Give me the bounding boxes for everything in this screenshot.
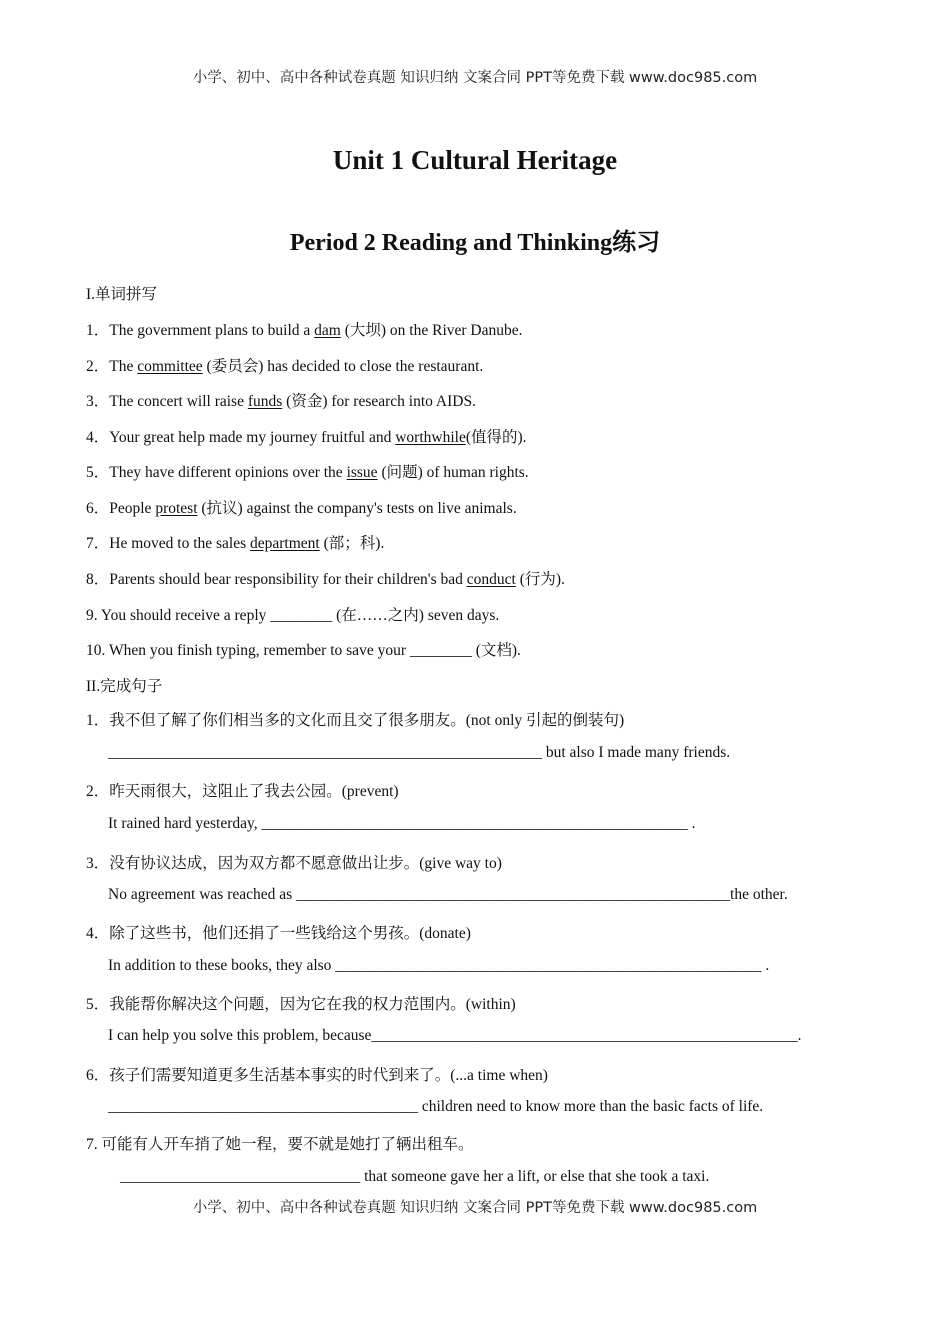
exercise-item-5: 5．They have different opinions over the issue (问题) of human rights.	[86, 464, 529, 481]
exercise-item-3: 3．The concert will raise funds (资金) for research into AIDS.	[86, 393, 476, 410]
sentence-question-7: 7. 可能有人开车捎了她一程，要不就是她打了辆出租车。	[86, 1136, 474, 1153]
exercise-item-7: 7．He moved to the sales department (部；科).	[86, 535, 385, 552]
sentence-answer-6: ________________________________________ children need to know more than the basic facts of life.	[108, 1098, 764, 1115]
sentence-question-4: 4．除了这些书，他们还捐了一些钱给这个男孩。(donate)	[86, 925, 471, 942]
sentence-question-2: 2．昨天雨很大，这阻止了我去公园。(prevent)	[86, 783, 399, 800]
sentence-answer-2: It rained hard yesterday, _______________________________________________________ .	[108, 815, 696, 832]
answer-word: conduct	[466, 571, 516, 588]
answer-word: dam	[314, 322, 341, 339]
sentence-answer-5: I can help you solve this problem, because_______________________________________________________.	[108, 1027, 802, 1044]
sentence-answer-1: ________________________________________________________ but also I made many friends.	[108, 744, 731, 761]
answer-word: committee	[137, 358, 203, 375]
page-subtitle: Period 2 Reading and Thinking练习	[289, 230, 661, 256]
exercise-item-10: 10. When you finish typing, remember to save your ________ (文档).	[86, 642, 521, 659]
answer-word: department	[250, 535, 320, 552]
exercise-item-1: 1．The government plans to build a dam (大坝) on the River Danube.	[86, 322, 523, 339]
section1-heading: I.单词拼写	[86, 286, 158, 303]
sentence-question-5: 5．我能帮你解决这个问题，因为它在我的权力范围内。(within)	[86, 996, 516, 1013]
page-header: 小学、初中、高中各种试卷真题 知识归纳 文案合同 PPT等免费下载 www.doc985.com	[192, 70, 758, 86]
exercise-item-8: 8．Parents should bear responsibility for their children's bad conduct (行为).	[86, 571, 565, 588]
page-footer: 小学、初中、高中各种试卷真题 知识归纳 文案合同 PPT等免费下载 www.doc985.com	[192, 1200, 758, 1216]
sentence-answer-4: In addition to these books, they also _______________________________________________________ .	[108, 957, 770, 974]
sentence-question-1: 1．我不但了解了你们相当多的文化而且交了很多朋友。(not only 引起的倒装句)	[86, 712, 625, 729]
sentence-answer-7: _______________________________ that someone gave her a lift, or else that she took a taxi.	[120, 1168, 710, 1185]
sentence-question-6: 6．孩子们需要知道更多生活基本事实的时代到来了。(...a time when)	[86, 1067, 548, 1084]
exercise-item-2: 2．The committee (委员会) has decided to close the restaurant.	[86, 358, 484, 375]
sentence-answer-3: No agreement was reached as ________________________________________________________the other.	[108, 886, 788, 903]
exercise-item-4: 4．Your great help made my journey fruitful and worthwhile(值得的).	[86, 429, 527, 446]
section2-heading: II.完成句子	[86, 678, 163, 695]
answer-word: issue	[346, 464, 378, 481]
exercise-item-6: 6．People protest (抗议) against the company's tests on live animals.	[86, 500, 517, 517]
exercise-item-9: 9. You should receive a reply ________ (在……之内) seven days.	[86, 607, 500, 624]
answer-word: protest	[155, 500, 198, 517]
answer-word: worthwhile	[395, 429, 466, 446]
answer-word: funds	[247, 393, 283, 410]
page-title: Unit 1 Cultural Heritage	[332, 145, 618, 175]
sentence-question-3: 3．没有协议达成，因为双方都不愿意做出让步。(give way to)	[86, 855, 502, 872]
